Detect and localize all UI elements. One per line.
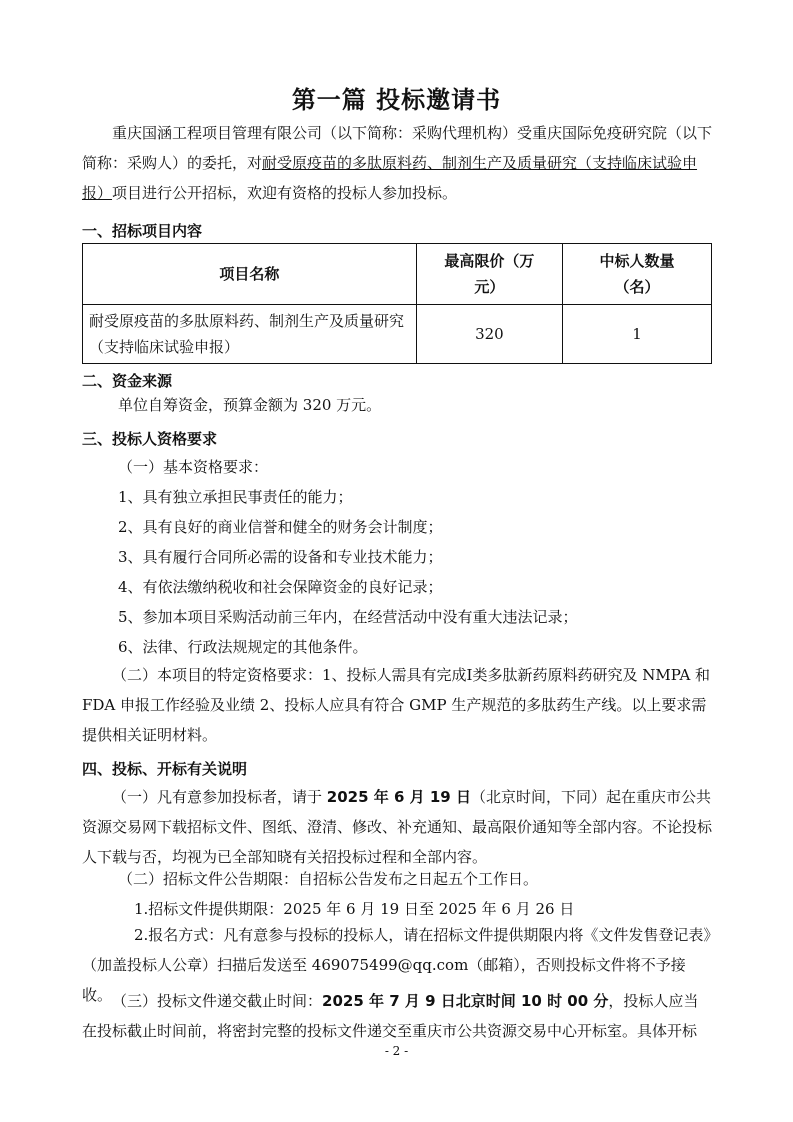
list-item: 5、参加本项目采购活动前三年内，在经营活动中没有重大违法记录； <box>118 608 578 626</box>
table-row <box>83 305 712 364</box>
table-header: 最高限价（万元） <box>416 244 562 305</box>
table-header-row <box>83 244 712 305</box>
intro-paragraph <box>82 118 712 208</box>
section3-heading: 三、投标人资格要求 <box>82 430 218 448</box>
text-span: （一）凡有意参加投标者，请于 <box>112 788 327 806</box>
page-title: 第一篇 投标邀请书 <box>291 86 502 114</box>
project-name: 耐受原疫苗的多肽原料药、制剂生产及质量研究（支持临床试验申报） <box>82 154 698 202</box>
table-cell: 1 <box>563 305 712 364</box>
qualification-subheading: （一）基本资格要求： <box>118 458 269 476</box>
special-qualification: （二）本项目的特定资格要求：1、投标人需具有完成Ⅰ类多肽新药原料药研究及 NMPA 和 FDA 申报工作经验及业绩 2、投标人应具有符合 GMP 生产规范的多肽药生产线。以上要求需提供相关证明材料。 <box>82 666 711 744</box>
download-paragraph <box>82 782 712 872</box>
table-header: 中标人数量（名） <box>563 244 712 305</box>
intro-text-1: 重庆国涵工程项目管理有限公司（以下简称：采购代理机构）受重庆国际免疫研究院（以下简称：采购人）的委托，对 <box>82 124 713 172</box>
deadline-time: 2025 年 7 月 9 日北京时间 10 时 00 分 <box>322 992 609 1010</box>
section2-text: 单位自筹资金，预算金额为 320 万元。 <box>118 396 382 414</box>
start-date: 2025 年 6 月 19 日 <box>326 788 471 806</box>
page-number: - 2 - <box>384 1044 409 1058</box>
list-item: 6、法律、行政法规规定的其他条件。 <box>118 638 368 656</box>
list-item: 2、具有良好的商业信誉和健全的财务会计制度； <box>118 518 443 536</box>
list-item: 1、具有独立承担民事责任的能力； <box>118 488 353 506</box>
tender-table <box>82 243 712 364</box>
notice-period: （二）招标文件公告期限：自招标公告发布之日起五个工作日。 <box>118 870 539 888</box>
section1-heading: 一、招标项目内容 <box>82 222 203 240</box>
list-item: 3、具有履行合同所必需的设备和专业技术能力； <box>118 548 443 566</box>
section2-heading: 二、资金来源 <box>82 372 173 390</box>
registration-method: 2.报名方式：凡有意参与投标的投标人，请在招标文件提供期限内将《文件发售登记表》（加盖投标人公章）扫描后发送至 469075499@qq.com（邮箱），否则投标文件将不予接收。 <box>82 926 711 1004</box>
list-item: 4、有依法缴纳税收和社会保障资金的良好记录； <box>118 578 443 596</box>
text-span: （北京时间，下同）起在重庆市公共资源交易网下载招标文件、图纸、澄清、修改、补充通知、最高限价通知等全部内容。不论投标人下载与否，均视为已全部知晓有关招投标过程和全部内容。 <box>82 788 713 866</box>
table-cell: 320 <box>416 305 562 364</box>
section4-heading: 四、投标、开标有关说明 <box>82 760 248 778</box>
deadline-paragraph <box>82 986 712 1046</box>
table-cell: 耐受原疫苗的多肽原料药、制剂生产及质量研究（支持临床试验申报） <box>83 305 417 364</box>
intro-text-2: 项目进行公开招标，欢迎有资格的投标人参加投标。 <box>112 184 458 202</box>
text-span: ，投标人应当在投标截止时间前，将密封完整的投标文件递交至重庆市公共资源交易中心开标室。具体开标 <box>82 992 699 1040</box>
provision-period: 1.招标文件提供期限：2025 年 6 月 19 日至 2025 年 6 月 26 日 <box>134 900 575 918</box>
text-span: （三）投标文件递交截止时间： <box>112 992 323 1010</box>
table-header: 项目名称 <box>83 244 417 305</box>
